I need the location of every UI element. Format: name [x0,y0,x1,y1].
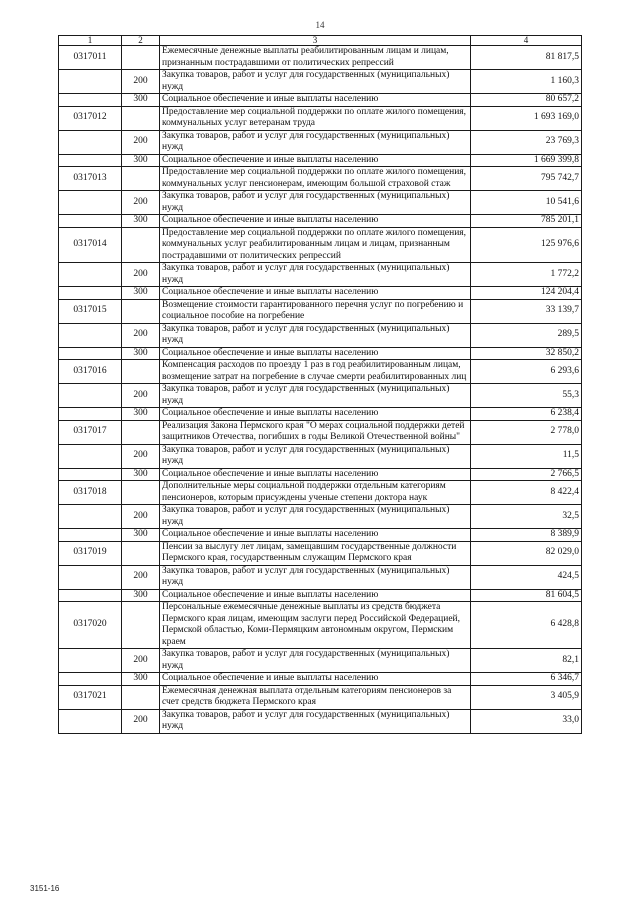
name-cell: Закупка товаров, работ и услуг для государственных (муниципальных) нужд [160,505,471,529]
kvr-cell: 300 [122,287,160,300]
table-row [59,529,582,542]
kvr-cell: 200 [122,384,160,408]
table-row [59,709,582,733]
amount-cell: 82 029,0 [471,541,582,565]
code-cell [59,347,122,360]
table-row [59,565,582,589]
code-cell: 0317015 [59,299,122,323]
kvr-cell: 200 [122,70,160,94]
name-cell: Закупка товаров, работ и услуг для государственных (муниципальных) нужд [160,565,471,589]
kvr-cell [122,541,160,565]
kvr-cell: 300 [122,347,160,360]
kvr-cell: 200 [122,649,160,673]
table-row [59,191,582,215]
table-row [59,384,582,408]
code-cell [59,408,122,421]
code-cell [59,673,122,686]
kvr-cell [122,106,160,130]
code-cell: 0317021 [59,685,122,709]
name-cell: Закупка товаров, работ и услуг для государственных (муниципальных) нужд [160,263,471,287]
code-cell [59,154,122,167]
name-cell: Социальное обеспечение и иные выплаты населению [160,347,471,360]
name-cell: Закупка товаров, работ и услуг для государственных (муниципальных) нужд [160,323,471,347]
table-row [59,70,582,94]
table-row [59,360,582,384]
table-row [59,673,582,686]
name-cell: Социальное обеспечение и иные выплаты населению [160,408,471,421]
code-cell: 0317014 [59,227,122,263]
name-cell: Социальное обеспечение и иные выплаты населению [160,529,471,542]
amount-cell: 124 204,4 [471,287,582,300]
table-row [59,408,582,421]
amount-cell: 6 293,6 [471,360,582,384]
code-cell [59,191,122,215]
amount-cell: 2 778,0 [471,420,582,444]
amount-cell: 32,5 [471,505,582,529]
kvr-cell [122,420,160,444]
name-cell: Дополнительные меры социальной поддержки отдельным категориям пенсионеров, которым присуждены ученые степени доктора наук [160,481,471,505]
name-cell: Реализация Закона Пермского края "О мерах социальной поддержки детей защитников Отечества, погибших в годы Великой Отечественной войны" [160,420,471,444]
code-cell [59,505,122,529]
kvr-cell: 200 [122,323,160,347]
kvr-cell [122,299,160,323]
table-row [59,444,582,468]
table-row [59,420,582,444]
amount-cell: 1 693 169,0 [471,106,582,130]
header-col-3: 3 [160,36,471,46]
kvr-cell: 200 [122,565,160,589]
page-number: 14 [315,20,325,30]
amount-cell: 1 160,3 [471,70,582,94]
kvr-cell: 300 [122,94,160,107]
name-cell: Социальное обеспечение и иные выплаты населению [160,673,471,686]
amount-cell: 55,3 [471,384,582,408]
amount-cell: 81 604,5 [471,589,582,602]
amount-cell: 8 422,4 [471,481,582,505]
code-cell [59,287,122,300]
name-cell: Социальное обеспечение и иные выплаты населению [160,215,471,228]
amount-cell: 81 817,5 [471,46,582,70]
name-cell: Пенсии за выслугу лет лицам, замещавшим государственные должности Пермского края, государственным служащим Пермского края [160,541,471,565]
table-row [59,323,582,347]
name-cell: Закупка товаров, работ и услуг для государственных (муниципальных) нужд [160,130,471,154]
code-cell: 0317018 [59,481,122,505]
name-cell: Социальное обеспечение и иные выплаты населению [160,154,471,167]
name-cell: Социальное обеспечение и иные выплаты населению [160,468,471,481]
amount-cell: 32 850,2 [471,347,582,360]
kvr-cell: 200 [122,505,160,529]
table-row [59,505,582,529]
amount-cell: 6 428,8 [471,602,582,649]
table-row [59,106,582,130]
code-cell [59,565,122,589]
name-cell: Ежемесячные денежные выплаты реабилитированным лицам и лицам, признанным пострадавшими от политических репрессий [160,46,471,70]
kvr-cell: 200 [122,444,160,468]
name-cell: Компенсация расходов по проезду 1 раз в год реабилитированным лицам, возмещение затрат на погребение в случае смерти реабилитированных лиц [160,360,471,384]
code-cell [59,94,122,107]
kvr-cell: 200 [122,130,160,154]
amount-cell: 23 769,3 [471,130,582,154]
amount-cell: 424,5 [471,565,582,589]
name-cell: Закупка товаров, работ и услуг для государственных (муниципальных) нужд [160,70,471,94]
code-cell: 0317013 [59,167,122,191]
header-col-4: 4 [471,36,582,46]
amount-cell: 1 669 399,8 [471,154,582,167]
table-row [59,167,582,191]
name-cell: Ежемесячная денежная выплата отдельным категориям пенсионеров за счет средств бюджета Пермского края [160,685,471,709]
code-cell [59,589,122,602]
code-cell [59,70,122,94]
code-cell: 0317017 [59,420,122,444]
code-cell: 0317012 [59,106,122,130]
table-row [59,649,582,673]
name-cell: Предоставление мер социальной поддержки по оплате жилого помещения, коммунальных услуг ветеранам труда [160,106,471,130]
code-cell [59,323,122,347]
amount-cell: 33 139,7 [471,299,582,323]
code-cell [59,130,122,154]
code-cell [59,444,122,468]
name-cell: Закупка товаров, работ и услуг для государственных (муниципальных) нужд [160,191,471,215]
kvr-cell: 200 [122,709,160,733]
amount-cell: 289,5 [471,323,582,347]
table-row [59,347,582,360]
name-cell: Социальное обеспечение и иные выплаты населению [160,94,471,107]
amount-cell: 10 541,6 [471,191,582,215]
table-row [59,227,582,263]
name-cell: Закупка товаров, работ и услуг для государственных (муниципальных) нужд [160,384,471,408]
table-body [59,46,582,734]
amount-cell: 6 238,4 [471,408,582,421]
code-cell [59,709,122,733]
kvr-cell: 300 [122,468,160,481]
amount-cell: 6 346,7 [471,673,582,686]
kvr-cell: 300 [122,408,160,421]
amount-cell: 3 405,9 [471,685,582,709]
budget-table [58,35,582,734]
amount-cell: 11,5 [471,444,582,468]
table-row [59,215,582,228]
table-row [59,299,582,323]
kvr-cell [122,167,160,191]
kvr-cell: 300 [122,215,160,228]
table-row [59,130,582,154]
amount-cell: 82,1 [471,649,582,673]
code-cell [59,263,122,287]
kvr-cell [122,685,160,709]
kvr-cell [122,481,160,505]
amount-cell: 80 657,2 [471,94,582,107]
kvr-cell [122,602,160,649]
code-cell [59,384,122,408]
name-cell: Предоставление мер социальной поддержки по оплате жилого помещения, коммунальных услуг реабилитированным лицам и лицам, признанным пострадавшими от политических репрессий [160,227,471,263]
code-cell [59,649,122,673]
kvr-cell: 200 [122,263,160,287]
header-col-1: 1 [59,36,122,46]
table-header [59,36,582,46]
amount-cell: 1 772,2 [471,263,582,287]
table-row [59,602,582,649]
amount-cell: 33,0 [471,709,582,733]
document-code: 3151-16 [30,884,60,893]
name-cell: Социальное обеспечение и иные выплаты населению [160,589,471,602]
kvr-cell: 300 [122,529,160,542]
table-row [59,589,582,602]
table-row [59,685,582,709]
name-cell: Возмещение стоимости гарантированного перечня услуг по погребению и социальное пособие на погребение [160,299,471,323]
name-cell: Персональные ежемесячные денежные выплаты из средств бюджета Пермского края лицам, имеющим заслуги перед Российской Федерацией, Пермской областью, Коми-Пермяцким автономным округом, Пермским краем [160,602,471,649]
name-cell: Закупка товаров, работ и услуг для государственных (муниципальных) нужд [160,709,471,733]
amount-cell: 785 201,1 [471,215,582,228]
table-row [59,94,582,107]
kvr-cell [122,46,160,70]
table-row [59,287,582,300]
kvr-cell: 300 [122,154,160,167]
kvr-cell: 300 [122,673,160,686]
name-cell: Закупка товаров, работ и услуг для государственных (муниципальных) нужд [160,444,471,468]
kvr-cell: 200 [122,191,160,215]
table-row [59,541,582,565]
amount-cell: 125 976,6 [471,227,582,263]
code-cell: 0317011 [59,46,122,70]
name-cell: Предоставление мер социальной поддержки по оплате жилого помещения, коммунальных услуг пенсионерам, имеющим большой страховой стаж [160,167,471,191]
table-row [59,263,582,287]
kvr-cell [122,360,160,384]
code-cell [59,215,122,228]
amount-cell: 795 742,7 [471,167,582,191]
header-col-2: 2 [122,36,160,46]
code-cell [59,529,122,542]
code-cell: 0317020 [59,602,122,649]
amount-cell: 8 389,9 [471,529,582,542]
code-cell [59,468,122,481]
kvr-cell: 300 [122,589,160,602]
table-row [59,154,582,167]
kvr-cell [122,227,160,263]
table-row [59,481,582,505]
table-row [59,46,582,70]
header-row [59,36,582,46]
name-cell: Закупка товаров, работ и услуг для государственных (муниципальных) нужд [160,649,471,673]
amount-cell: 2 766,5 [471,468,582,481]
table-row [59,468,582,481]
name-cell: Социальное обеспечение и иные выплаты населению [160,287,471,300]
code-cell: 0317019 [59,541,122,565]
code-cell: 0317016 [59,360,122,384]
